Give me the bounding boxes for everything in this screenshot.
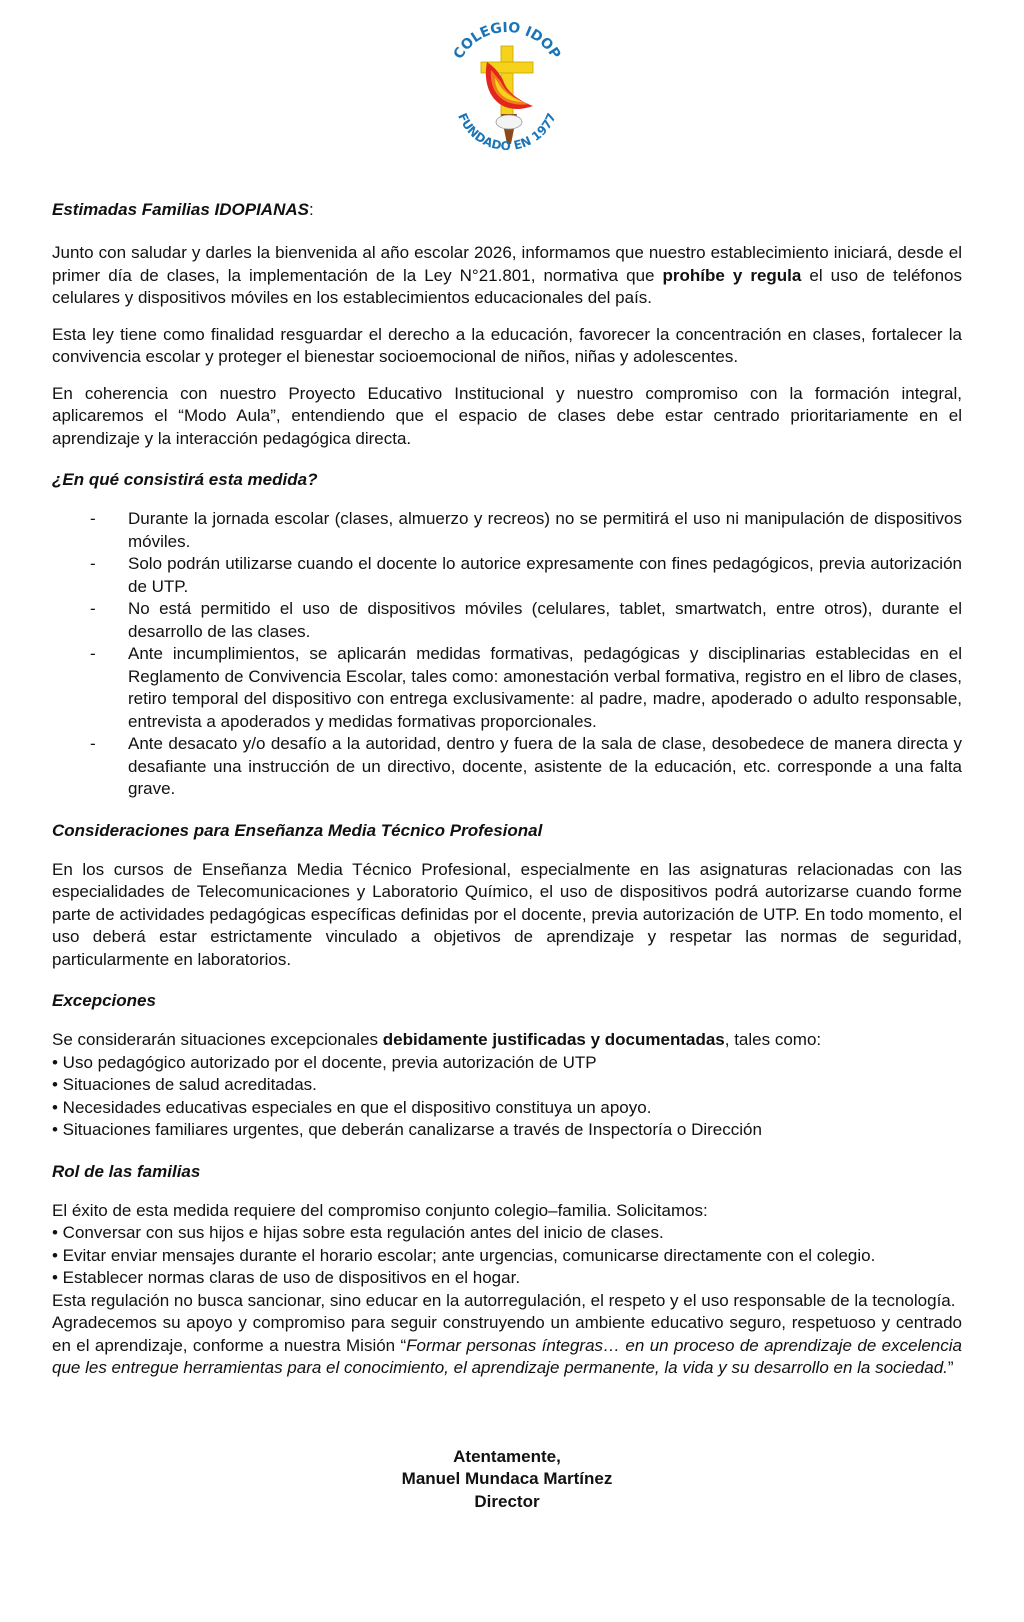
exceptions-section [52, 1029, 962, 1142]
signer-name: Manuel Mundaca Martínez [401, 1469, 613, 1488]
list-item [52, 643, 962, 733]
families-section [52, 1200, 962, 1380]
dash-marker: - [90, 734, 96, 753]
svg-text:COLEGIO IDOP: COLEGIO IDOP [450, 22, 564, 63]
families-intro: El éxito de esta medida requiere del compromiso conjunto colegio–familia. Solicitamos: [52, 1200, 708, 1220]
list-item: • Evitar enviar mensajes durante el horario escolar; ante urgencias, comunicarse directamente con el colegio. [52, 1245, 876, 1265]
coherence-paragraph: En coherencia con nuestro Proyecto Educativo Institucional y nuestro compromiso con la formación integral, aplicaremos el “Modo Aula”, entendiendo que el espacio de clases debe estar centrado prioritariamente en el aprendizaje y la interacción pedagógica directa. [52, 383, 962, 448]
list-item [52, 508, 962, 553]
list-item: • Necesidades educativas especiales en que el dispositivo constituya un apoyo. [52, 1097, 652, 1117]
families-list [52, 1222, 962, 1290]
list-item: • Situaciones de salud acreditadas. [52, 1075, 317, 1094]
thanks-text-1: Agradecemos su apoyo y compromiso para seguir construyendo un ambiente educativo seguro, respetuoso y centrado en el aprendizaje, conforme a nuestra Misión “ [52, 1313, 962, 1355]
exceptions-heading: Excepciones [52, 991, 156, 1010]
families-heading: Rol de las familias [52, 1161, 201, 1181]
list-item [52, 553, 962, 598]
intro-paragraph [52, 242, 962, 310]
exceptions-intro-text-2: , tales como: [724, 1030, 822, 1049]
list-item [52, 598, 962, 643]
greeting-colon: : [308, 200, 314, 219]
purpose-paragraph: Esta ley tiene como finalidad resguardar el derecho a la educación, favorecer la concentración en clases, fortalecer la convivencia escolar y proteger el bienestar socioemocional de niños, niñas y adolescentes. [52, 324, 962, 366]
measure-list [52, 508, 962, 801]
list-item: • Conversar con sus hijos e hijas sobre esta regulación antes del inicio de clases. [52, 1223, 664, 1242]
svg-text:FUNDADO EN 1977: FUNDADO EN 1977 [455, 111, 559, 154]
dash-marker: - [90, 554, 96, 573]
technical-paragraph: En los cursos de Enseñanza Media Técnico Profesional, especialmente en las asignaturas relacionadas con las especialidades de Telecomunicaciones y Laboratorio Químico, el uso de dispositivos podrá autorizarse cuando forme parte de actividades pedagógicas específicas definidas por el docente, previa autorización de UTP. En todo momento, el uso deberá estar estrictamente vinculado a objetivos de aprendizaje y respetar las normas de seguridad, particularmente en laboratorios. [52, 859, 962, 969]
intro-text-2: el uso de teléfonos celulares y dispositivos móviles en los establecimientos educacionales del país. [52, 265, 962, 307]
thanks-paragraph [52, 1312, 962, 1380]
technical-heading: Consideraciones para Enseñanza Media Técnico Profesional [52, 820, 543, 840]
school-crest-icon [437, 22, 577, 172]
exceptions-intro [52, 1029, 962, 1052]
list-item: • Establecer normas claras de uso de dispositivos en el hogar. [52, 1268, 521, 1287]
list-item-text: Solo podrán utilizarse cuando el docente lo autorice expresamente con fines pedagógicos, previa autorización de UTP. [128, 554, 962, 596]
logo-header [52, 0, 962, 178]
closing: Atentamente, [453, 1446, 561, 1466]
signature-block [52, 1446, 962, 1514]
signer-title: Director [474, 1491, 540, 1511]
dash-marker: - [90, 599, 96, 618]
intro-bold: prohíbe y regula [662, 265, 802, 285]
list-item [52, 733, 962, 801]
mission-quote: Formar personas íntegras… en un proceso de aprendizaje de excelencia que les entregue herramientas para el conocimiento, el aprendizaje permanente, la vida y su desarrollo en la sociedad. [52, 1335, 962, 1377]
regulation-paragraph: Esta regulación no busca sancionar, sino educar en la autorregulación, el respeto y el uso responsable de la tecnología. [52, 1290, 956, 1310]
list-item: • Uso pedagógico autorizado por el docente, previa autorización de UTP [52, 1052, 597, 1072]
measure-heading: ¿En qué consistirá esta medida? [52, 470, 318, 489]
dash-marker: - [90, 509, 96, 528]
exceptions-intro-text-1: Se considerarán situaciones excepcionales [52, 1030, 383, 1049]
greeting-text: Estimadas Familias IDOPIANAS [52, 200, 309, 219]
exceptions-list [52, 1052, 962, 1142]
list-item: • Situaciones familiares urgentes, que deberán canalizarse a través de Inspectoría o Dirección [52, 1120, 762, 1139]
dash-marker: - [90, 644, 96, 663]
exceptions-intro-bold: debidamente justificadas y documentadas [382, 1030, 725, 1049]
intro-text-1: Junto con saludar y darles la bienvenida al año escolar 2026, informamos que nuestro establecimiento iniciará, desde el primer día de clases, la implementación de la Ley N°21.801, normativa que [52, 243, 962, 285]
list-item-text: Ante incumplimientos, se aplicarán medidas formativas, pedagógicas y disciplinarias establecidas en el Reglamento de Convivencia Escolar, tales como: amonestación verbal formativa, registro en el libro de clases, retiro temporal del dispositivo con entrega exclusivamente: al padre, madre, apoderado o adulto responsable, entrevista a apoderados y medidas formativas proporcionales. [128, 644, 962, 731]
list-item-text: No está permitido el uso de dispositivos móviles (celulares, tablet, smartwatch, entre otros), durante el desarrollo de las clases. [128, 599, 962, 641]
greeting [52, 200, 962, 220]
list-item-text: Ante desacato y/o desafío a la autoridad, dentro y fuera de la sala de clase, desobedece de manera directa y desafiante una instrucción de un directivo, docente, asistente de la educación, etc. corresponde a una falta grave. [128, 734, 962, 798]
school-logo [437, 22, 577, 172]
list-item-text: Durante la jornada escolar (clases, almuerzo y recreos) no se permitirá el uso ni manipulación de dispositivos móviles. [128, 509, 962, 551]
thanks-text-2: ” [947, 1358, 954, 1377]
